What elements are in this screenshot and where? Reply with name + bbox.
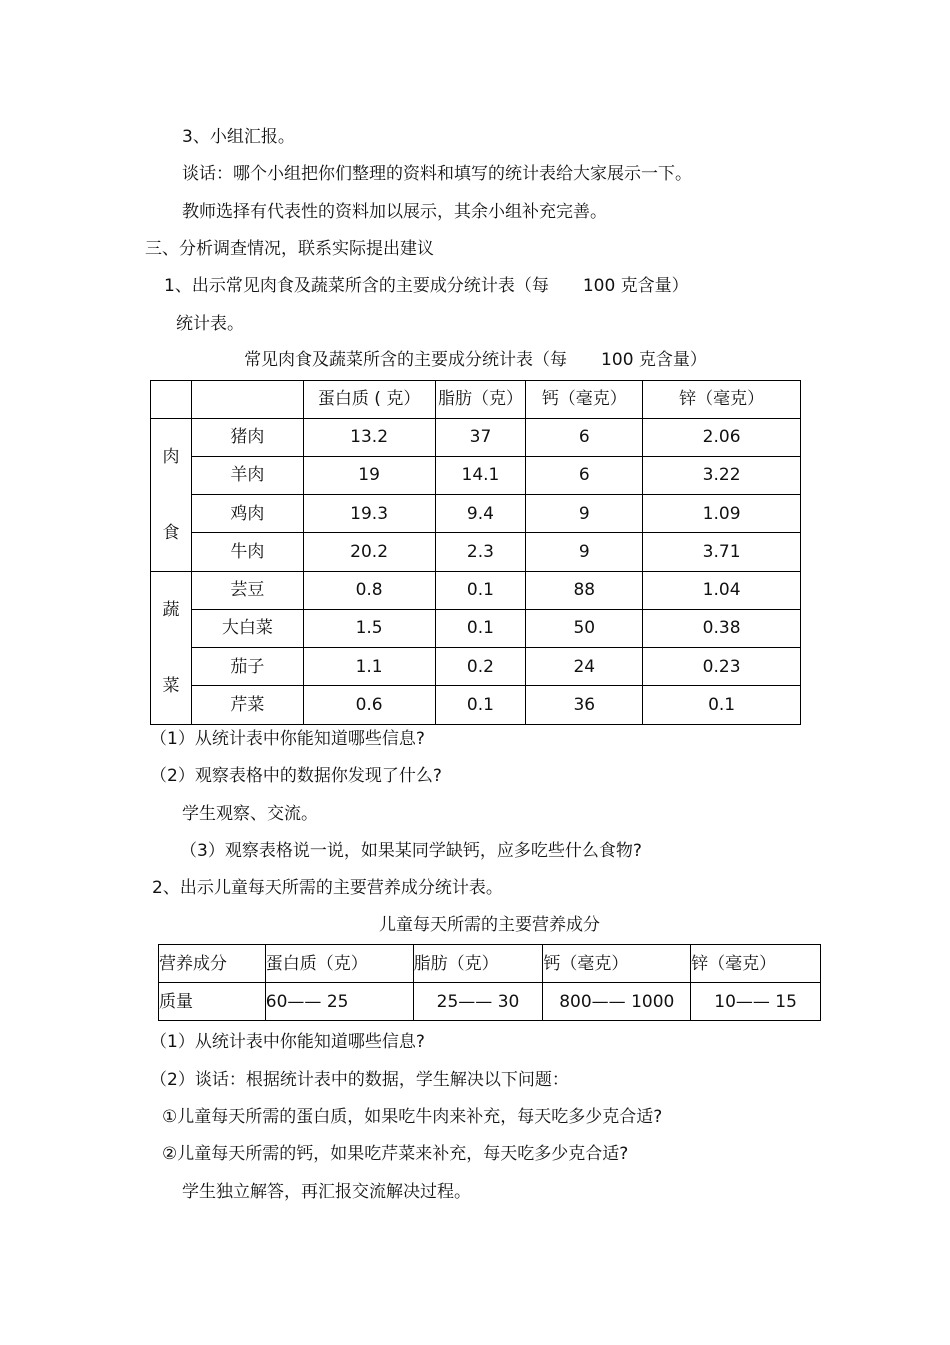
table-row bbox=[151, 533, 801, 571]
student-observe: 学生观察、交流。 bbox=[182, 804, 318, 824]
zinc-value: 1.09 bbox=[643, 495, 801, 533]
zinc-value: 3.22 bbox=[643, 456, 801, 494]
calcium-value: 50 bbox=[526, 609, 643, 647]
row-label: 质量 bbox=[159, 983, 266, 1021]
daily-nutrition-table bbox=[158, 944, 821, 1021]
question-2b: （2）谈话：根据统计表中的数据，学生解决以下问题： bbox=[150, 1070, 569, 1090]
food-name: 牛肉 bbox=[191, 533, 303, 571]
fat-value: 2.3 bbox=[435, 533, 526, 571]
table-row bbox=[151, 418, 801, 456]
calcium-value: 36 bbox=[526, 686, 643, 724]
group-label-char: 蔬 bbox=[162, 599, 180, 620]
calcium-range: 800—— 1000 bbox=[543, 983, 691, 1021]
food-name: 芸豆 bbox=[191, 571, 303, 609]
paragraph-group-report: 3、小组汇报。 bbox=[182, 127, 295, 147]
header-cell: 营养成分 bbox=[159, 945, 266, 983]
protein-range: 60—— 25 bbox=[265, 983, 413, 1021]
header-cell: 钙（毫克） bbox=[526, 381, 643, 419]
zinc-value: 3.71 bbox=[643, 533, 801, 571]
paragraph-table-word: 统计表。 bbox=[176, 314, 244, 334]
table-row bbox=[151, 571, 801, 609]
food-name: 大白菜 bbox=[191, 609, 303, 647]
table-row bbox=[151, 648, 801, 686]
food-name: 鸡肉 bbox=[191, 495, 303, 533]
protein-value: 20.2 bbox=[303, 533, 435, 571]
group-label-char: 食 bbox=[162, 522, 180, 543]
protein-value: 1.1 bbox=[303, 648, 435, 686]
food-name: 猪肉 bbox=[191, 418, 303, 456]
header-cell bbox=[151, 381, 192, 419]
fat-value: 0.1 bbox=[435, 571, 526, 609]
fat-value: 14.1 bbox=[435, 456, 526, 494]
zinc-value: 0.23 bbox=[643, 648, 801, 686]
zinc-value: 1.04 bbox=[643, 571, 801, 609]
calcium-value: 9 bbox=[526, 533, 643, 571]
paragraph-show-table1: 1、出示常见肉食及蔬菜所含的主要成分统计表（每 100 克含量） bbox=[164, 276, 689, 296]
table-row bbox=[151, 686, 801, 724]
header-cell: 钙（毫克） bbox=[543, 945, 691, 983]
food-name: 芹菜 bbox=[191, 686, 303, 724]
protein-value: 1.5 bbox=[303, 609, 435, 647]
table-row bbox=[151, 495, 801, 533]
food-name: 茄子 bbox=[191, 648, 303, 686]
question-2: （2）观察表格中的数据你发现了什么? bbox=[150, 766, 442, 786]
group-label-char: 菜 bbox=[162, 675, 180, 696]
paragraph-talk: 谈话：哪个小组把你们整理的资料和填写的统计表给大家展示一下。 bbox=[182, 164, 692, 184]
header-cell: 锌（毫克） bbox=[643, 381, 801, 419]
header-cell: 锌（毫克） bbox=[691, 945, 821, 983]
calcium-value: 6 bbox=[526, 456, 643, 494]
food-name: 羊肉 bbox=[191, 456, 303, 494]
header-cell: 蛋白质（克） bbox=[265, 945, 413, 983]
problem-1: ①儿童每天所需的蛋白质，如果吃牛肉来补充，每天吃多少克合适? bbox=[162, 1107, 663, 1127]
question-3: （3）观察表格说一说，如果某同学缺钙，应多吃些什么食物? bbox=[180, 841, 642, 861]
calcium-value: 24 bbox=[526, 648, 643, 686]
fat-value: 0.1 bbox=[435, 686, 526, 724]
fat-value: 37 bbox=[435, 418, 526, 456]
question-1: （1）从统计表中你能知道哪些信息? bbox=[150, 729, 425, 749]
protein-value: 13.2 bbox=[303, 418, 435, 456]
group-cell-meat bbox=[151, 418, 192, 571]
fat-value: 9.4 bbox=[435, 495, 526, 533]
header-cell: 蛋白质 ( 克） bbox=[303, 381, 435, 419]
section-heading-three: 三、分析调查情况，联系实际提出建议 bbox=[145, 239, 434, 259]
fat-range: 25—— 30 bbox=[413, 983, 543, 1021]
zinc-range: 10—— 15 bbox=[691, 983, 821, 1021]
header-cell: 脂肪（克） bbox=[435, 381, 526, 419]
table-row bbox=[151, 456, 801, 494]
protein-value: 0.6 bbox=[303, 686, 435, 724]
table-row bbox=[151, 609, 801, 647]
header-cell: 脂肪（克） bbox=[413, 945, 543, 983]
zinc-value: 0.38 bbox=[643, 609, 801, 647]
nutrition-table bbox=[150, 380, 801, 725]
calcium-value: 6 bbox=[526, 418, 643, 456]
table2-caption: 儿童每天所需的主要营养成分 bbox=[379, 915, 600, 935]
table1-caption: 常见肉食及蔬菜所含的主要成分统计表（每 100 克含量） bbox=[244, 350, 707, 370]
zinc-value: 2.06 bbox=[643, 418, 801, 456]
header-cell bbox=[191, 381, 303, 419]
student-solve: 学生独立解答，再汇报交流解决过程。 bbox=[182, 1182, 471, 1202]
calcium-value: 88 bbox=[526, 571, 643, 609]
fat-value: 0.1 bbox=[435, 609, 526, 647]
calcium-value: 9 bbox=[526, 495, 643, 533]
table-header-row bbox=[151, 381, 801, 419]
group-label-char: 肉 bbox=[162, 446, 180, 467]
problem-2: ②儿童每天所需的钙，如果吃芹菜来补充，每天吃多少克合适? bbox=[162, 1144, 629, 1164]
protein-value: 0.8 bbox=[303, 571, 435, 609]
table-row bbox=[159, 983, 821, 1021]
protein-value: 19 bbox=[303, 456, 435, 494]
paragraph-show-table2: 2、出示儿童每天所需的主要营养成分统计表。 bbox=[152, 878, 503, 898]
zinc-value: 0.1 bbox=[643, 686, 801, 724]
table-header-row bbox=[159, 945, 821, 983]
paragraph-teacher: 教师选择有代表性的资料加以展示，其余小组补充完善。 bbox=[182, 202, 607, 222]
protein-value: 19.3 bbox=[303, 495, 435, 533]
question-1b: （1）从统计表中你能知道哪些信息? bbox=[150, 1032, 425, 1052]
fat-value: 0.2 bbox=[435, 648, 526, 686]
group-cell-vegetable bbox=[151, 571, 192, 724]
